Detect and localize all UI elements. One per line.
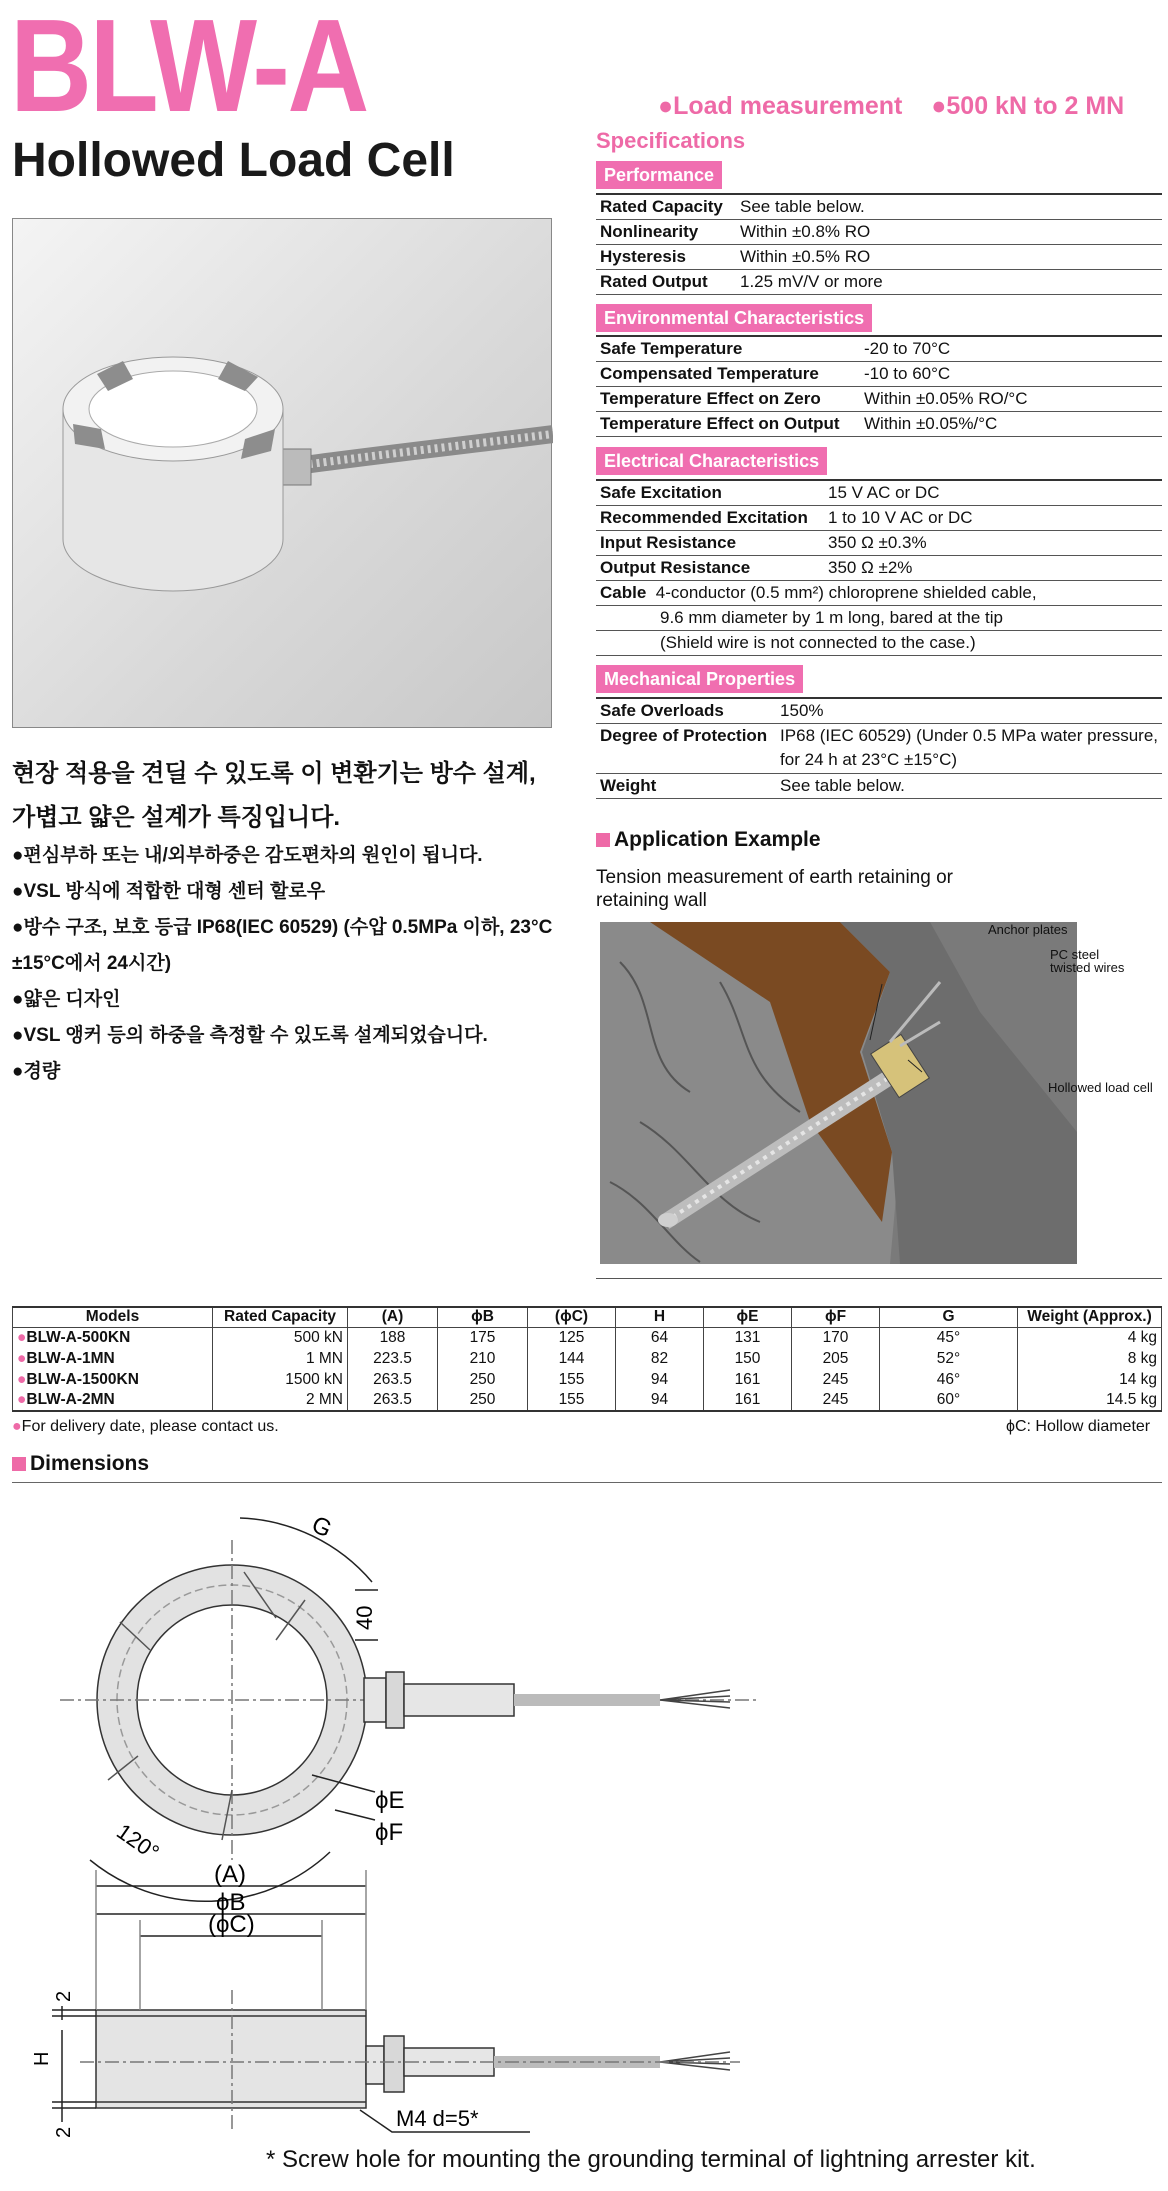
product-subtitle: Hollowed Load Cell xyxy=(12,134,455,187)
electrical-label: Electrical Characteristics xyxy=(596,447,827,475)
electrical-table: Safe Excitation 15 V AC or DC Recommended Excitation 1 to 10 V AC or DC Input Resistance 350 Ω ±0.3% Output Resistance 350 Ω ±2% Cable 4-conductor (0.5 mm²) chloroprene shielded cable, 9.6 mm diameter by 1 m long, bared at the tip (Shield wire is not connected to the case.) xyxy=(596,479,1162,656)
table-header-row: Models Rated Capacity (A) ϕB (ϕC) H ϕE ϕF G Weight (Approx.) xyxy=(13,1307,1162,1327)
list-item: ● 편심부하 또는 내/외부하중은 감도편차의 원인이 됩니다. xyxy=(12,838,557,874)
dimension-drawing xyxy=(0,1490,1168,2140)
divider xyxy=(596,1278,1162,1279)
delivery-note: ● For delivery date, please contact us. xyxy=(12,1418,279,1436)
callout-hollowed-load-cell: Hollowed load cell xyxy=(1048,1080,1153,1095)
dim-label-g: G xyxy=(307,1510,336,1544)
list-item: ● VSL 방식에 적합한 대형 센터 할로우 xyxy=(12,874,557,910)
table-row: ● BLW-A-500KN 500 kN 188 175 125 64 131 170 45° 4 kg xyxy=(13,1327,1162,1348)
dim-label-m4: M4 d=5* xyxy=(396,2106,479,2131)
table-row: ● BLW-A-1MN 1 MN 223.5 210 144 82 150 205 52° 8 kg xyxy=(13,1348,1162,1369)
models-table xyxy=(12,1306,1162,1412)
square-bullet-icon xyxy=(12,1457,26,1471)
dim-label-a: (A) xyxy=(214,1861,246,1888)
dim-label-2-top: 2 xyxy=(53,1990,75,2002)
dim-label-f: ϕF xyxy=(375,1819,404,1846)
dim-label-c: (ϕC) xyxy=(208,1911,255,1938)
product-title: BLW-A xyxy=(10,0,367,139)
screw-hole-note: * Screw hole for mounting the grounding terminal of lightning arrester kit. xyxy=(266,2146,1036,2173)
performance-label: Performance xyxy=(596,161,722,189)
list-item: ● 방수 구조, 보호 등급 IP68(IEC 60529) (수압 0.5MPa 이하, 23°C ±15°C에서 24시간) xyxy=(12,910,557,982)
korean-lead-text: 현장 적용을 견딜 수 있도록 이 변환기는 방수 설계, 가볍고 얇은 설계가 특징입니다. xyxy=(12,760,536,831)
mechanical-table: Safe Overloads 150% Degree of Protection IP68 (IEC 60529) (Under 0.5 MPa water pressure, for 24 h at 23°C ±15°C) Weight See table below. xyxy=(596,697,1162,799)
square-bullet-icon xyxy=(596,833,610,847)
list-item: ● 얇은 디자인 xyxy=(12,982,557,1018)
dim-label-2-bottom: 2 xyxy=(53,2126,75,2138)
callout-pc-steel: PC steel twisted wires xyxy=(1050,947,1125,975)
dim-label-40: 40 xyxy=(352,1605,377,1630)
hollow-diameter-note: ϕC: Hollow diameter xyxy=(1006,1418,1151,1435)
list-item: ● VSL 앵커 등의 하중을 측정할 수 있도록 설계되었습니다. xyxy=(12,1018,557,1054)
application-title: Application Example xyxy=(596,828,821,852)
specifications-heading: Specifications xyxy=(596,128,746,153)
tag-capacity-range: ●500 kN to 2 MN xyxy=(931,92,1125,120)
table-row: ● BLW-A-1500KN 1500 kN 263.5 250 155 94 161 245 46° 14 kg xyxy=(13,1369,1162,1390)
table-row: ● BLW-A-2MN 2 MN 263.5 250 155 94 161 245 60° 14.5 kg xyxy=(13,1390,1162,1411)
load-cell-illustration xyxy=(13,219,553,729)
application-illustration xyxy=(600,922,1077,1264)
callout-anchor-plates: Anchor plates xyxy=(988,922,1068,937)
environmental-table: Safe Temperature -20 to 70°C Compensated Temperature -10 to 60°C Temperature Effect on Zero Within ±0.05% RO/°C Temperature Effect on Output Within ±0.05%/°C xyxy=(596,335,1162,437)
tag-load-measurement: ●Load measurement xyxy=(658,92,903,120)
korean-feature-list xyxy=(12,838,557,1090)
dim-label-angle: 120° xyxy=(112,1818,164,1866)
dim-label-b: ϕB xyxy=(216,1889,246,1916)
list-item: ● 경량 xyxy=(12,1054,557,1090)
divider xyxy=(12,1482,1162,1483)
dim-label-h: H xyxy=(31,2051,53,2066)
mechanical-label: Mechanical Properties xyxy=(596,665,803,693)
product-photo xyxy=(12,218,552,728)
dim-label-e: ϕE xyxy=(375,1787,405,1814)
feature-tags xyxy=(658,92,1146,121)
application-caption: Tension measurement of earth retaining or retaining wall xyxy=(596,867,953,911)
performance-table: Rated Capacity See table below. Nonlinearity Within ±0.8% RO Hysteresis Within ±0.5% RO Rated Output 1.25 mV/V or more xyxy=(596,193,1162,295)
dimensions-title: Dimensions xyxy=(12,1452,149,1476)
earth-anchor-diagram xyxy=(600,922,1077,1264)
environmental-label: Environmental Characteristics xyxy=(596,304,872,332)
